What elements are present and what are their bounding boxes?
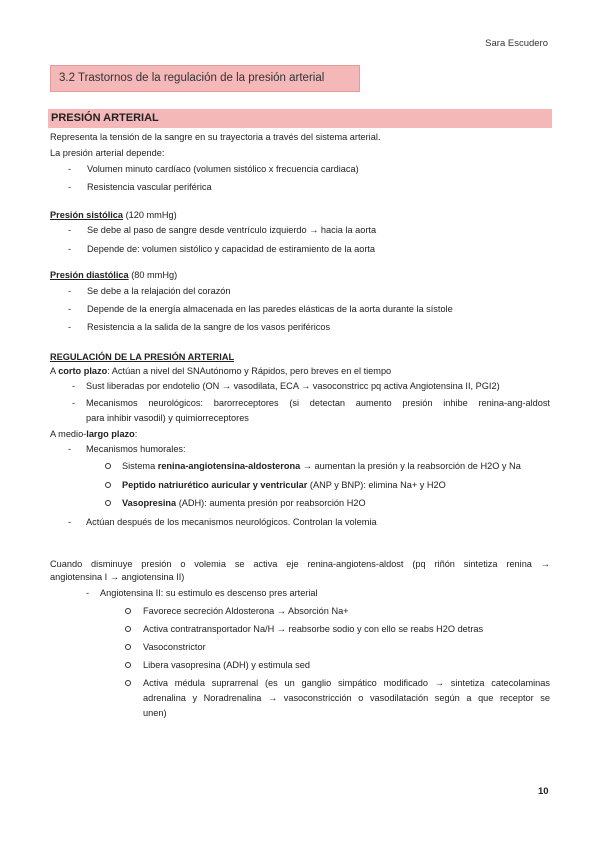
list-item: Angiotensina II: su estimulo es descenso pres arterial <box>100 588 318 598</box>
sistolica-title: Presión sistólica <box>50 210 124 220</box>
sub-post: (ADH): aumenta presión por reabsorción H2O <box>176 498 366 508</box>
intro-line-2: La presión arterial depende: <box>50 148 165 158</box>
sistolica-heading <box>50 209 177 221</box>
list-item: Se debe a la relajación del corazón <box>87 286 231 296</box>
cuando-line-2: angiotensina I → angiotensina II) <box>50 572 185 582</box>
bullet-dash: - <box>68 182 72 192</box>
corto-plazo-line <box>50 365 391 377</box>
bullet-dash: - <box>68 286 72 296</box>
list-item: Actúan después de los mecanismos neurológicos. Controlan la volemia <box>86 517 377 527</box>
medio-plazo-line <box>50 428 137 440</box>
sub-bold: Peptido natriurético auricular y ventricular <box>122 480 308 490</box>
intro-line-1: Representa la tensión de la sangre en su trayectoria a través del sistema arterial. <box>50 132 381 142</box>
cuando-line-1: Cuando disminuye presión o volemia se activa eje renina-angiotens-aldost (pq riñón sintetiza renina → <box>50 559 550 569</box>
list-item: Volumen minuto cardíaco (volumen sistólico x frecuencia cardiaca) <box>87 164 359 174</box>
heading-presion-arterial: PRESIÓN ARTERIAL <box>48 109 552 128</box>
circle-bullet <box>105 482 111 488</box>
circle-bullet <box>125 626 131 632</box>
list-item-continuation: para inhibir vasodil) y quimiorreceptores <box>86 413 249 423</box>
diastolica-value: (80 mmHg) <box>128 270 178 280</box>
medio-rest: : <box>134 429 138 439</box>
bullet-dash: - <box>68 322 72 332</box>
diastolica-heading <box>50 269 177 281</box>
circle-bullet <box>105 500 111 506</box>
sub-item: Activa contratransportador Na/H → reabsorbe sodio y con ello se reabs H2O detras <box>143 624 484 634</box>
sub-post: → aumentan la presión y la reabsorción de H2O y Na <box>300 461 521 471</box>
corto-prefix: A <box>50 366 59 376</box>
circle-bullet <box>125 608 131 614</box>
sub-item: Activa médula suprarrenal (es un ganglio simpático modificado → sintetiza catecolaminas <box>143 678 550 688</box>
corto-rest: : Actúan a nivel del SNAutónomo y Rápidos, pero breves en el tiempo <box>107 366 392 376</box>
sub-bold: renina-angiotensina-aldosterona <box>157 461 301 471</box>
list-item: Mecanismos humorales: <box>86 444 186 454</box>
sub-item: Vasoconstrictor <box>143 642 206 652</box>
bullet-dash: - <box>68 164 72 174</box>
section-title: 3.2 Trastornos de la regulación de la presión arterial <box>50 65 360 92</box>
bullet-dash: - <box>68 444 72 454</box>
medio-bold: largo plazo <box>86 429 135 439</box>
sub-item-continuation: unen) <box>143 708 167 718</box>
sistolica-value: (120 mmHg) <box>123 210 177 220</box>
sub-item <box>122 479 446 491</box>
bullet-dash: - <box>72 398 76 408</box>
list-item: Resistencia a la salida de la sangre de los vasos periféricos <box>87 322 331 332</box>
sub-pre: Sistema <box>122 461 158 471</box>
diastolica-title: Presión diastólica <box>50 270 129 280</box>
sub-bold: Vasopresina <box>122 498 177 508</box>
corto-bold: corto plazo <box>58 366 108 376</box>
circle-bullet <box>105 463 111 469</box>
sub-item-continuation: adrenalina y Noradrenalina → vasoconstricción o vasodilatación según a que receptor se <box>143 693 550 703</box>
sub-item: Libera vasopresina (ADH) y estimula sed <box>143 660 310 670</box>
list-item: Depende de: volumen sistólico y capacidad de estiramiento de la aorta <box>87 244 376 254</box>
bullet-dash: - <box>68 225 72 235</box>
sub-item <box>122 497 366 509</box>
list-item: Sust liberadas por endotelio (ON → vasodilata, ECA → vasoconstricc pq activa Angiotensina II, PGI2) <box>86 381 500 391</box>
list-item: Se debe al paso de sangre desde ventrículo izquierdo → hacia la aorta <box>87 225 377 235</box>
circle-bullet <box>125 644 131 650</box>
bullet-dash: - <box>68 244 72 254</box>
bullet-dash: - <box>72 381 76 391</box>
sub-item <box>122 460 521 472</box>
medio-prefix: A medio- <box>50 429 87 439</box>
circle-bullet <box>125 662 131 668</box>
list-item: Resistencia vascular periférica <box>87 182 212 192</box>
regulacion-title: REGULACIÓN DE LA PRESIÓN ARTERIAL <box>50 352 235 362</box>
bullet-dash: - <box>68 517 72 527</box>
list-item: Depende de la energía almacenada en las paredes elásticas de la aorta durante la sístole <box>87 304 453 314</box>
bullet-dash: - <box>68 304 72 314</box>
sub-item: Favorece secreción Aldosterona → Absorción Na+ <box>143 606 349 616</box>
page-number: 10 <box>538 786 549 797</box>
bullet-dash: - <box>86 588 90 598</box>
list-item: Mecanismos neurológicos: barorreceptores (si detectan aumento presión inhibe renina-ang-aldost <box>86 398 550 408</box>
author-name: Sara Escudero <box>485 38 548 49</box>
sub-post: (ANP y BNP): elimina Na+ y H2O <box>307 480 446 490</box>
circle-bullet <box>125 680 131 686</box>
